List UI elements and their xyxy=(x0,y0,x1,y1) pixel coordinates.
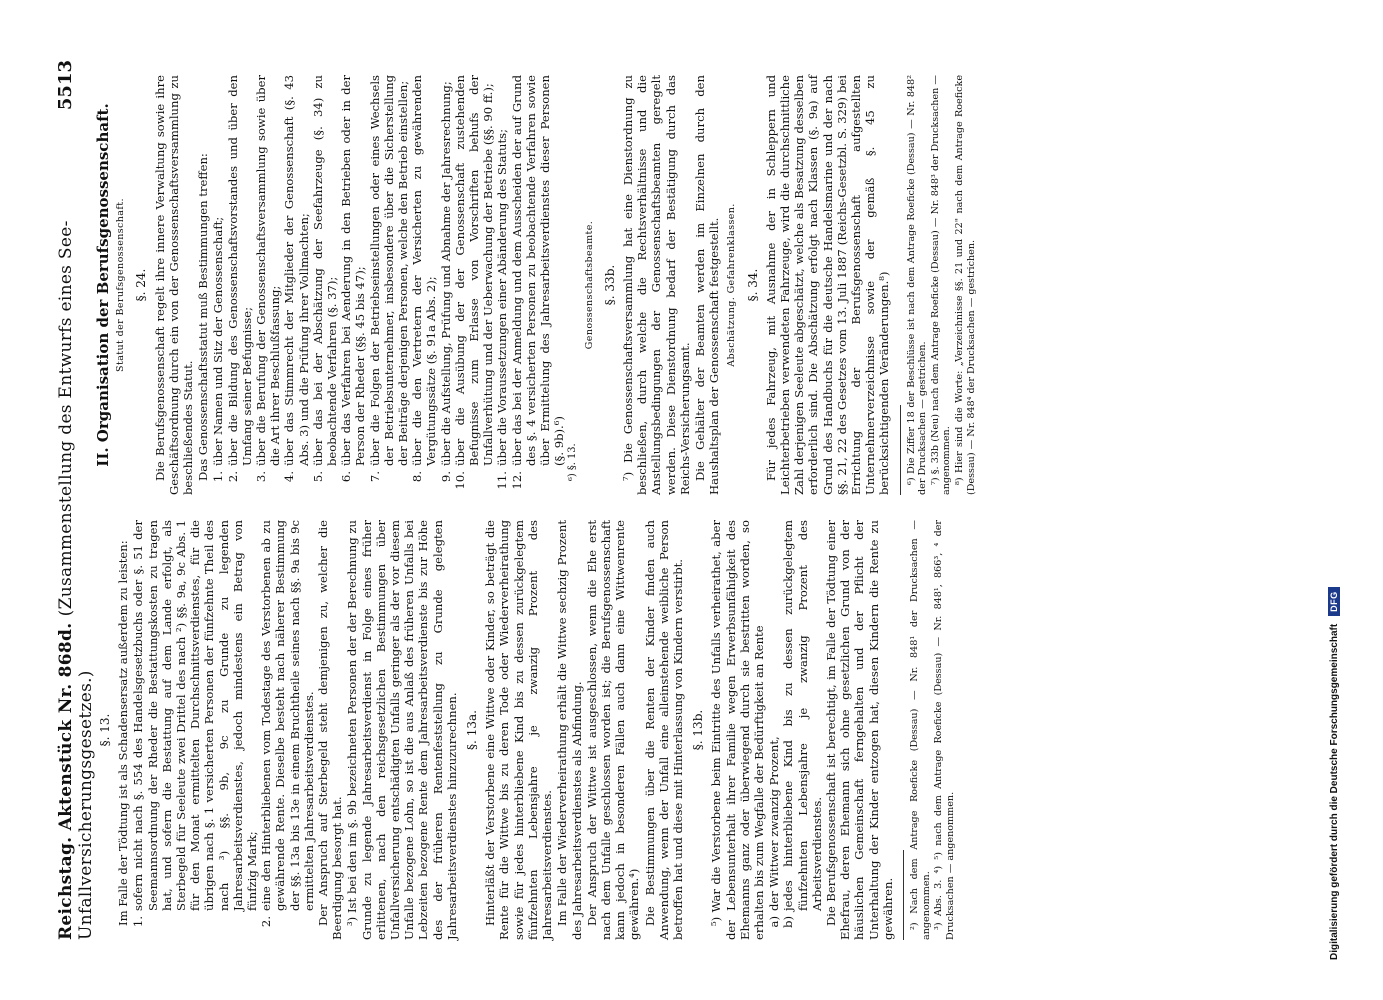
list-number: 2. xyxy=(259,916,274,928)
list-item xyxy=(282,75,310,495)
right-column xyxy=(92,75,978,495)
subheading: Abschätzung. Gefahrenklassen. xyxy=(726,203,738,367)
list-text: über Namen und Sitz der Genossenschaft; xyxy=(211,216,226,466)
paragraph: Für jedes Fahrzeug, mit Ausnahme der in Schleppern und Leichterbetrieben verwendeten Fahrzeuge, wird die durchschnittliche Zahl derjenigen Seeleute abgeschätzt, welche als Besatzung desselben erforderlich sind. Die Abschätzung erfolgt nach Klassen (§. 9a) auf Grund des Handbuchs für die deutsche Handelsmarine und der nach §§. 21, 22 des Gesetzes vom 13. Juli 1887 (Reichs-Gesetzbl. S. 329) bei Errichtung der Berufsgenossenschaft aufgestellten Unternehmerverzeichnisse sowie der gemäß §. 45 zu berücksichtigenden Veränderungen.⁸) xyxy=(763,75,892,495)
list-text: über die den Vertretern der Versicherten zu gewährenden Vergütungssätze (§. 91a Abs. 2); xyxy=(410,75,439,466)
list-item xyxy=(254,75,282,495)
list-number: 3. xyxy=(254,471,269,483)
paragraph: Die Gehälter der Beamten werden im Einzelnen durch den Haushaltsplan der Genossenschaft festgestellt. xyxy=(692,75,722,495)
list-text: über das Verfahren bei Aenderung in den Betrieben oder in der Person der Rheder (§§. 45 bis 47); xyxy=(339,75,368,466)
list-item xyxy=(311,75,339,495)
section-heading: §. 13a. xyxy=(465,710,480,750)
subheading: Genossenschaftsbeamte. xyxy=(583,220,595,350)
running-title-sub: (Zusammenstellung des Entwurfs eines See-Unfallversicherungsgesetzes.) xyxy=(56,220,96,940)
list-number: 5. xyxy=(310,471,325,483)
list-text: über die Aufstellung, Prüfung und Abnahme der Jahresrechnung; xyxy=(438,81,453,466)
section-heading: §. 34. xyxy=(745,268,760,302)
list-number: 4. xyxy=(282,471,297,483)
paragraph: Der Anspruch der Wittwe ist ausgeschlossen, wenn die Ehe erst nach dem Unfalle geschlossen worden ist; die Berufsgenossenschaft kann jedoch in besonderen Fällen auch dann eine Wittwenrente gewähren.⁴) xyxy=(584,520,642,940)
list-text: über die Folgen der Betriebseinstellungen oder eines Wechsels der Betriebsunternehmer, insbesondere über die Sicherstellung der Beiträge derjenigen Personen, welche den Betrieb einstellen; xyxy=(367,75,411,466)
list-number: 1. xyxy=(211,471,226,483)
list-item xyxy=(495,75,509,495)
list-number: 11. xyxy=(495,471,510,490)
list-text: über die Bildung des Genossenschaftsvorstandes und über den Umfang seiner Befugnisse; xyxy=(225,75,254,466)
list-item xyxy=(439,75,453,495)
list-number: 6. xyxy=(339,471,354,483)
list-number: 7. xyxy=(367,471,382,483)
paragraph: ⁷) Die Genossenschaftsversammlung hat eine Dienstordnung zu beschließen, durch welche die Rechtsverhältnisse und die Anstellungsbedingungen der Genossenschaftsbeamten geregelt werden. Diese Dienstordnung bedarf der Bestätigung durch das Reichs-Versicherungsamt. xyxy=(620,75,692,495)
running-title xyxy=(56,110,96,940)
dfg-logo: DFG xyxy=(1328,587,1340,616)
section-heading: §. 13. xyxy=(98,713,112,747)
paragraph: Die Berufsgenossenschaft ist berechtigt, im Falle der Tödtung einer Ehefrau, deren Ehemann sich ohne gesetzlichen Grund von der häuslichen Gemeinschaft ferngehalten und der Pflicht der Unterhaltung der Kinder entzogen hat, diesen Kindern die Rente zu gewähren. xyxy=(823,520,895,940)
list-text: sofern nicht nach §. 554 des Handelsgesetzbuchs oder §. 51 der Seemannsordnung der Rheder die Bestattungskosten zu tragen hat, und sofern die Bestattung auf dem Lande erfolgt, als Sterbegeld für Seeleute zwei Drittel des nach ²) §§. 9a, 9c Abs. 1 für den Monat ermittelten Durchschnittsverdienstes, für die übrigen nach §. 1 versicherten Personen der fünfzehnte Theil des nach ³) §§. 9b, 9c zu Grunde zu legenden Jahresarbeitsverdienstes, jedoch mindestens ein Betrag von fünfzig Mark; xyxy=(131,520,260,911)
list-text: über die Berufung der Genossenschaftsversammlung sowie über die Art ihrer Beschlußfassung; xyxy=(254,75,283,466)
list-item xyxy=(226,75,254,495)
paragraph: Die Bestimmungen über die Renten der Kinder finden auch Anwendung, wenn der Unfall eine alleinstehende weibliche Person betroffen hat und diese mit Hinterlassung von Kindern verstirbt. xyxy=(642,520,685,940)
subheading: Statut der Berufsgenossenschaft. xyxy=(115,198,127,372)
left-column xyxy=(92,520,957,940)
footnote-rule xyxy=(900,405,901,495)
list-item xyxy=(368,75,411,495)
list-number: 9. xyxy=(438,471,453,483)
list-number: 10. xyxy=(452,471,467,490)
list-number: 12. xyxy=(509,471,524,490)
list-item xyxy=(453,75,496,495)
paragraph: Im Falle der Wiederverheirathung erhält die Wittwe sechzig Prozent des Jahresarbeitsverdienstes als Abfindung. xyxy=(555,520,584,940)
list-item xyxy=(781,520,824,940)
paragraph: Der Anspruch auf Sterbegeld steht demjenigen zu, welcher die Beerdigung besorgt hat. xyxy=(316,520,345,940)
list-text: über die Ausübung der der Genossenschaft zustehenden Befugnisse zum Erlasse von Vorschriften behufs der Unfallverhütung und der Ueberwachung der Betriebe (§§. 90 ff.); xyxy=(452,75,496,466)
list-text: über das Stimmrecht der Mitglieder der Genossenschaft (§. 43 Abs. 3) und die Prüfung ihrer Vollmachten; xyxy=(282,75,311,466)
note: ⁶) §. 13. xyxy=(566,443,578,481)
section-heading: §. 33b. xyxy=(602,264,617,306)
list-item xyxy=(339,75,367,495)
footnote: ²) Nach dem Antrage Roeficke (Dessau) — Nr. 848¹ der Drucksachen — angenommen. xyxy=(908,520,932,940)
paragraph: ⁵) War die Verstorbene beim Eintritte des Unfalls verheirathet, aber der Lebensunterhalt ihrer Familie wegen Erwerbsunfähigkeit des Ehemanns ganz oder überwiegend durch sie bestritten worden, so erhalten bis zum Wegfalle der Bedürftigkeit an Rente xyxy=(709,520,766,940)
list-text: über das bei der Anmeldung und dem Ausscheiden der auf Grund des §. 4 versicherten Personen zu beobachtende Verfahren sowie über Ermittelung des Jahresarbeitsverdienstes dieser Personen (§. 9b).⁶) xyxy=(509,75,567,466)
list-item xyxy=(410,75,438,495)
list-number: 8. xyxy=(410,471,425,483)
chapter-heading: II. Organisation der Berufsgenossenschaft. xyxy=(94,103,112,467)
list-item xyxy=(259,520,316,940)
list-item xyxy=(211,75,225,495)
digitization-note xyxy=(1328,30,1340,960)
list-text: der Wittwer zwanzig Prozent, xyxy=(767,736,782,911)
list-number: 1. xyxy=(131,916,146,928)
list-text: eine den Hinterbliebenen vom Todestage des Verstorbenen ab zu gewährende Rente. Dieselbe besteht nach näherer Bestimmung der §§. 13a bis 13e in einem Bruchtheile seines nach §§. 9a bis 9c ermittelten Jahresarbeitsverdienstes. xyxy=(259,520,316,911)
footnote-rule xyxy=(903,850,904,940)
section-heading: §. 13b. xyxy=(691,709,706,751)
list-item xyxy=(131,520,259,940)
digitization-text: Digitalisierung gefördert durch die Deutsche Forschungsgemeinschaft xyxy=(1328,623,1340,960)
list-letter: b) xyxy=(781,916,796,928)
list-text: über das bei der Abschätzung der Seefahrzeuge (§. 34) zu beobachtende Verfahren (§. 37); xyxy=(310,75,340,466)
list-text: über die Voraussetzungen einer Abänderung des Statuts; xyxy=(495,129,510,466)
paragraph: Die Berufsgenossenschaft regelt ihre innere Verwaltung sowie ihre Geschäftsordnung durch ein von der Genossenschaftsversammlung zu beschließendes Statut. xyxy=(152,75,196,495)
section-heading: §. 24. xyxy=(134,268,149,302)
paragraph: Das Genossenschaftsstatut muß Bestimmungen treffen: xyxy=(196,153,211,481)
list-item xyxy=(510,75,567,495)
page-number: 5513 xyxy=(55,60,76,111)
list-item xyxy=(767,520,781,940)
list-text: jedes hinterbliebene Kind bis zu dessen zurückgelegtem fünfzehnten Lebensjahre je zwanzig Prozent des Arbeitsverdienstes. xyxy=(781,520,824,911)
paragraph: ³) Ist bei den im §. 9b bezeichneten Personen der der Berechnung zu Grunde zu legende Jahresarbeitsverdienst in Folge eines früher erlittenen, nach den reichsgesetzlichen Bestimmungen über Unfallversicherung entschädigten Unfalls geringer als der vor diesem Unfalle bezogene Lohn, so ist die aus Anlaß des früheren Unfalls bei Lebzeiten bezogene Rente dem Jahresarbeitsverdienste bis zur Höhe des der früheren Rentenfeststellung zu Grunde gelegten Jahresarbeitsverdienstes hinzuzurechnen. xyxy=(345,520,459,940)
paragraph: Im Falle der Tödtung ist als Schadensersatz außerdem zu leisten: xyxy=(116,540,131,926)
footnote: ⁶) Die Ziffer 18 der Beschlüsse ist nach dem Antrage Roeficke (Dessau) — Nr. 848² der Drucksachen — gestrichen. xyxy=(905,75,929,495)
list-number: 2. xyxy=(225,471,240,483)
footnote: ⁷) §. 33b (Neu) nach dem Antrage Roeficke (Dessau) — Nr. 848³ der Drucksachen — angenommen. xyxy=(929,75,953,495)
list-letter: a) xyxy=(767,916,782,928)
page-header xyxy=(55,60,96,940)
footnote: ³) Abs. 3. ⁴) ⁵) nach dem Antrage Roeficke (Dessau) — Nr. 848¹, 866³, ⁴ der Drucksachen — angenommen. xyxy=(933,520,956,940)
running-title-main: Reichstag. Aktenstück Nr. 868d. xyxy=(56,622,76,940)
footnote: ⁸) Hier sind die Worte: „Verzeichnisse §§. 21 und 22" nach dem Antrage Roeficke (Dessau) — Nr. 848⁴ der Drucksachen — gestrichen. xyxy=(953,75,977,495)
paragraph: Hinterläßt der Verstorbene eine Wittwe oder Kinder, so beträgt die Rente für die Wittwe bis zu deren Tode oder Wiederverheirathung sowie für jedes hinterbliebene Kind bis zu dessen zurückgelegtem fünfzehnten Lebensjahre je zwanzig Prozent des Jahresarbeitsverdienstes. xyxy=(483,520,555,940)
